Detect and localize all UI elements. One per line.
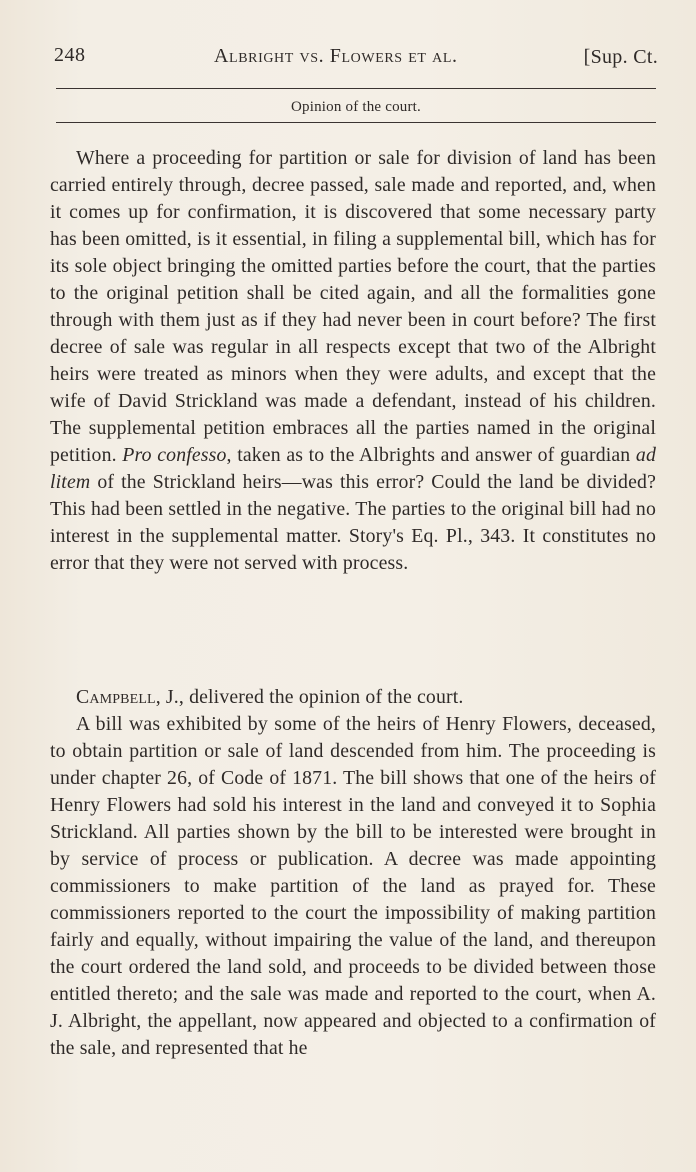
syllabus-paragraph [50, 145, 656, 577]
court-label: [Sup. Ct. [583, 46, 658, 68]
opinion-attribution [50, 684, 656, 711]
opinion-paragraph: A bill was exhibited by some of the heirs of Henry Flowers, deceased, to obtain partition or sale of land descended from him. The proceeding is under chapter 26, of Code of 1871. The bill shows that one of the heirs of Henry Flowers had sold his interest in the land and conveyed it to Sophia Strickland. All parties shown by the bill to be interested were brought in by service of process or publication. A decree was made appointing commissioners to make partition of the land as prayed for. These commissioners reported to the court the impossibility of making partition fairly and equally, without impairing the value of the land, and thereupon the court ordered the land sold, and proceeds to be divided between those entitled thereto; and the sale was made and reported to the court, when A. J. Albright, the appellant, now appeared and objected to a confirmation of the sale, and represented that he [50, 713, 656, 1059]
delivered-text: , delivered the opinion of the court. [178, 686, 464, 708]
page-number: 248 [54, 44, 86, 66]
syllabus-italic-ad-litem: ad litem [50, 444, 656, 493]
top-rule [56, 88, 656, 89]
bottom-rule [56, 122, 656, 123]
running-head [52, 42, 662, 74]
syllabus-text-1: Where a proceeding for partition or sale for division of land has been carried entirely through, decree passed, sale made and reported, and, when it comes up for confirmation, it is discovered that some necessary party has been omitted, is it essential, in filing a supplemental bill, which has for its sole object bringing the omitted parties before the court, that the parties to the original petition shall be cited again, and all the formalities gone through with them just as if they had never been in court before? The first decree of sale was regular in all respects except that two of the Albright heirs were treated as minors when they were adults, and except that the wife of David Strickland was made a defendant, instead of his children. The supplemental petition embraces all the parties named in the original petition. [50, 147, 656, 466]
opinion [50, 684, 656, 1062]
syllabus-text-2: , taken as to the Albrights and answer of guardian [226, 444, 636, 466]
syllabus [50, 145, 656, 577]
section-heading: Opinion of the court. [290, 99, 421, 115]
syllabus-text-3: of the Strickland heirs—was this error? Could the land be divided? This had been settled in the negative. The parties to the original bill had no interest in the supplemental matter. Story's Eq. Pl., 343. It constitutes no error that they were not served with process. [50, 471, 656, 574]
judge-name: Campbell, J. [76, 686, 179, 708]
syllabus-italic-pro-confesso: Pro confesso [122, 444, 227, 466]
case-title: Albright vs. Flowers et al. [214, 45, 458, 67]
